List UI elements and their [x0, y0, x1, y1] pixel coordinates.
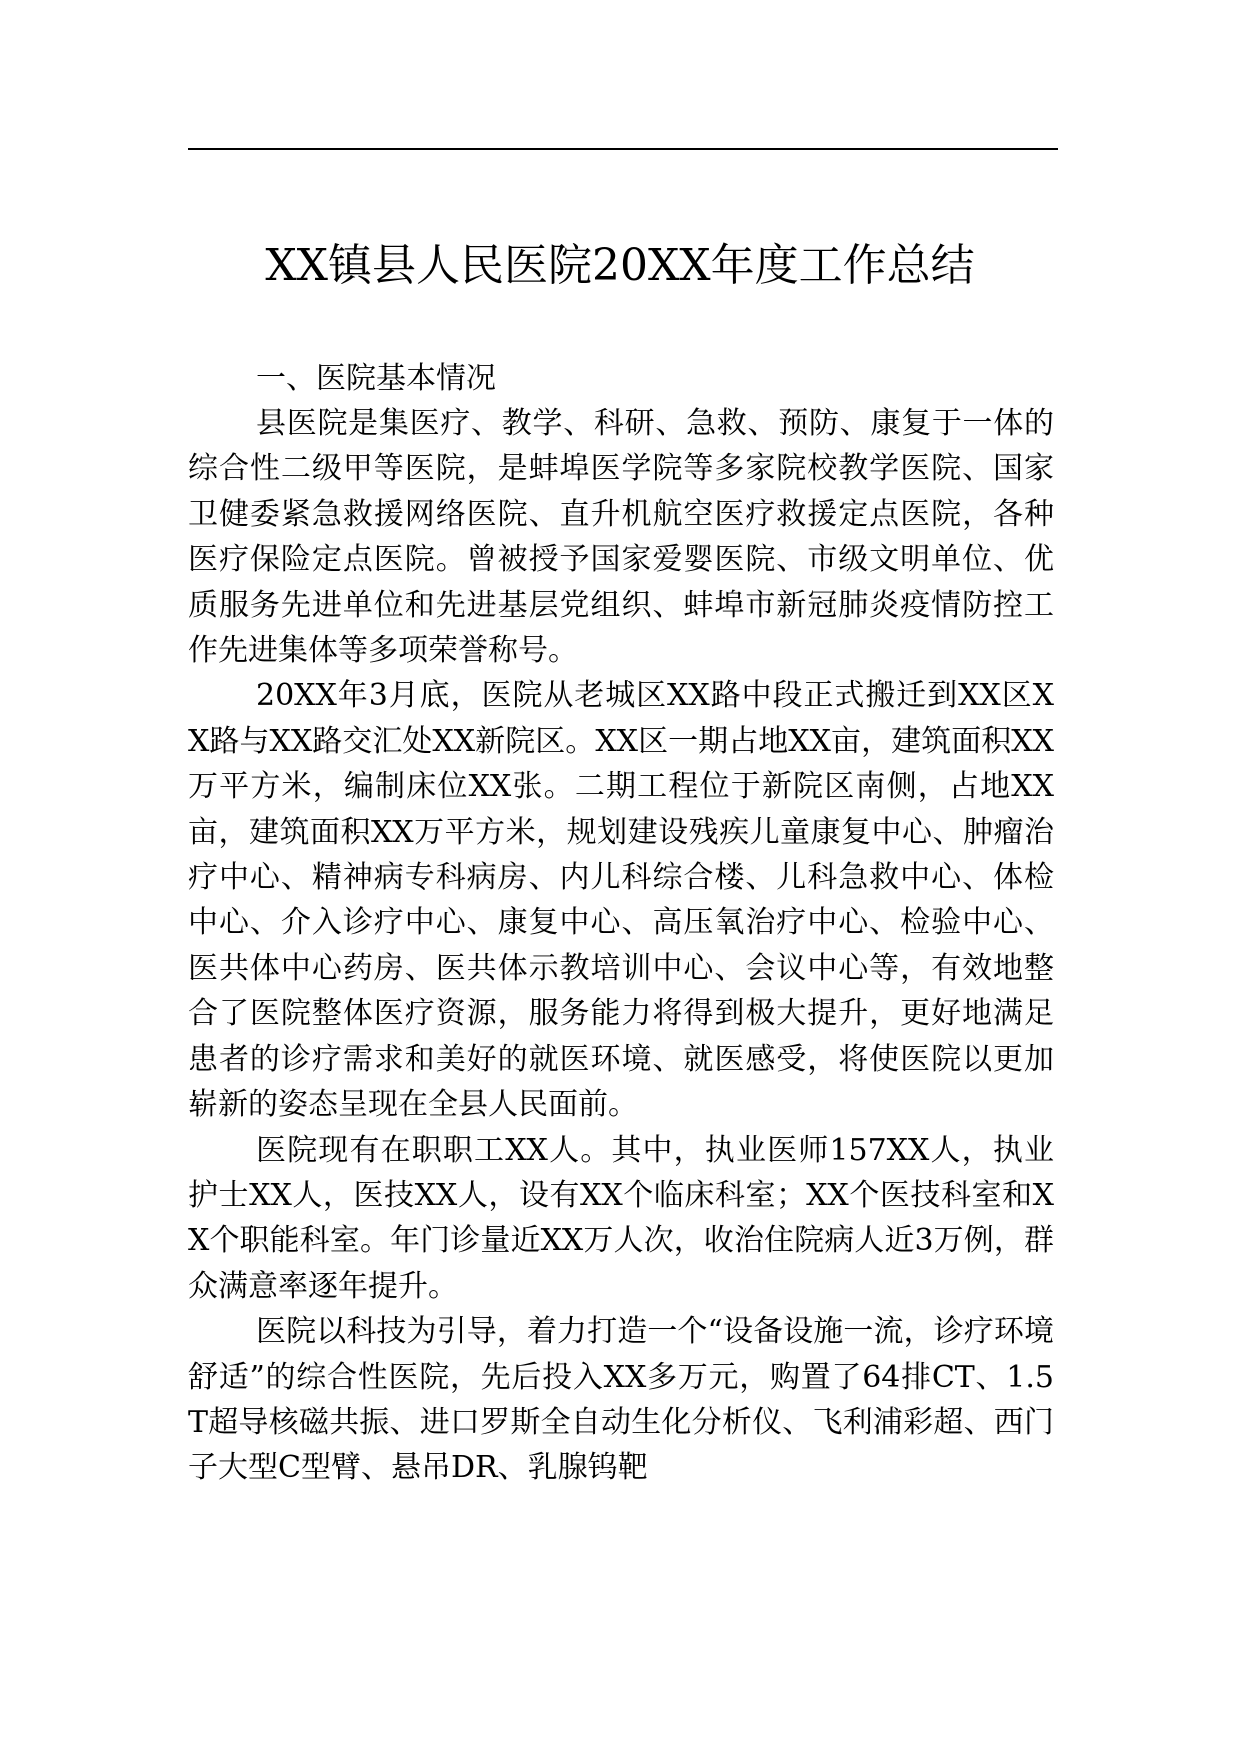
paragraph-equipment: 医院以科技为引导，着力打造一个“设备设施一流，诊疗环境舒适”的综合性医院，先后投入XX多万元，购置了64排CT、1.5T超导核磁共振、进口罗斯全自动生化分析仪、飞利浦彩超、西门子大型C型臂、悬吊DR、乳腺钨靶: [188, 1314, 1054, 1486]
header-rule: [188, 148, 1058, 150]
section-heading: 一、医院基本情况: [256, 361, 496, 396]
document-title: XX镇县人民医院20XX年度工作总结: [265, 240, 975, 291]
paragraph-hospital-overview: 县医院是集医疗、教学、科研、急救、预防、康复于一体的综合性二级甲等医院，是蚌埠医学院等多家院校教学医院、国家卫健委紧急救援网络医院、直升机航空医疗救援定点医院，各种医疗保险定点医院。曾被授予国家爱婴医院、市级文明单位、优质服务先进单位和先进基层党组织、蚌埠市新冠肺炎疫情防控工作先进集体等多项荣誉称号。: [188, 406, 1054, 669]
document-body: [188, 356, 1054, 1491]
paragraph-relocation: 20XX年3月底，医院从老城区XX路中段正式搬迁到XX区XX路与XX路交汇处XX新院区。XX区一期占地XX亩，建筑面积XX万平方米，编制床位XX张。二期工程位于新院区南侧，占地XX亩，建筑面积XX万平方米，规划建设残疾儿童康复中心、肿瘤治疗中心、精神病专科病房、内儿科综合楼、儿科急救中心、体检中心、介入诊疗中心、康复中心、高压氧治疗中心、检验中心、医共体中心药房、医共体示教培训中心、会议中心等，有效地整合了医院整体医疗资源，服务能力将得到极大提升，更好地满足患者的诊疗需求和美好的就医环境、就医感受，将使医院以更加崭新的姿态呈现在全县人民面前。: [188, 678, 1054, 1123]
paragraph-staff: 医院现有在职职工XX人。其中，执业医师157XX人，执业护士XX人，医技XX人，设有XX个临床科室；XX个医技科室和XX个职能科室。年门诊量近XX万人次，收治住院病人近3万例，群众满意率逐年提升。: [188, 1132, 1054, 1304]
